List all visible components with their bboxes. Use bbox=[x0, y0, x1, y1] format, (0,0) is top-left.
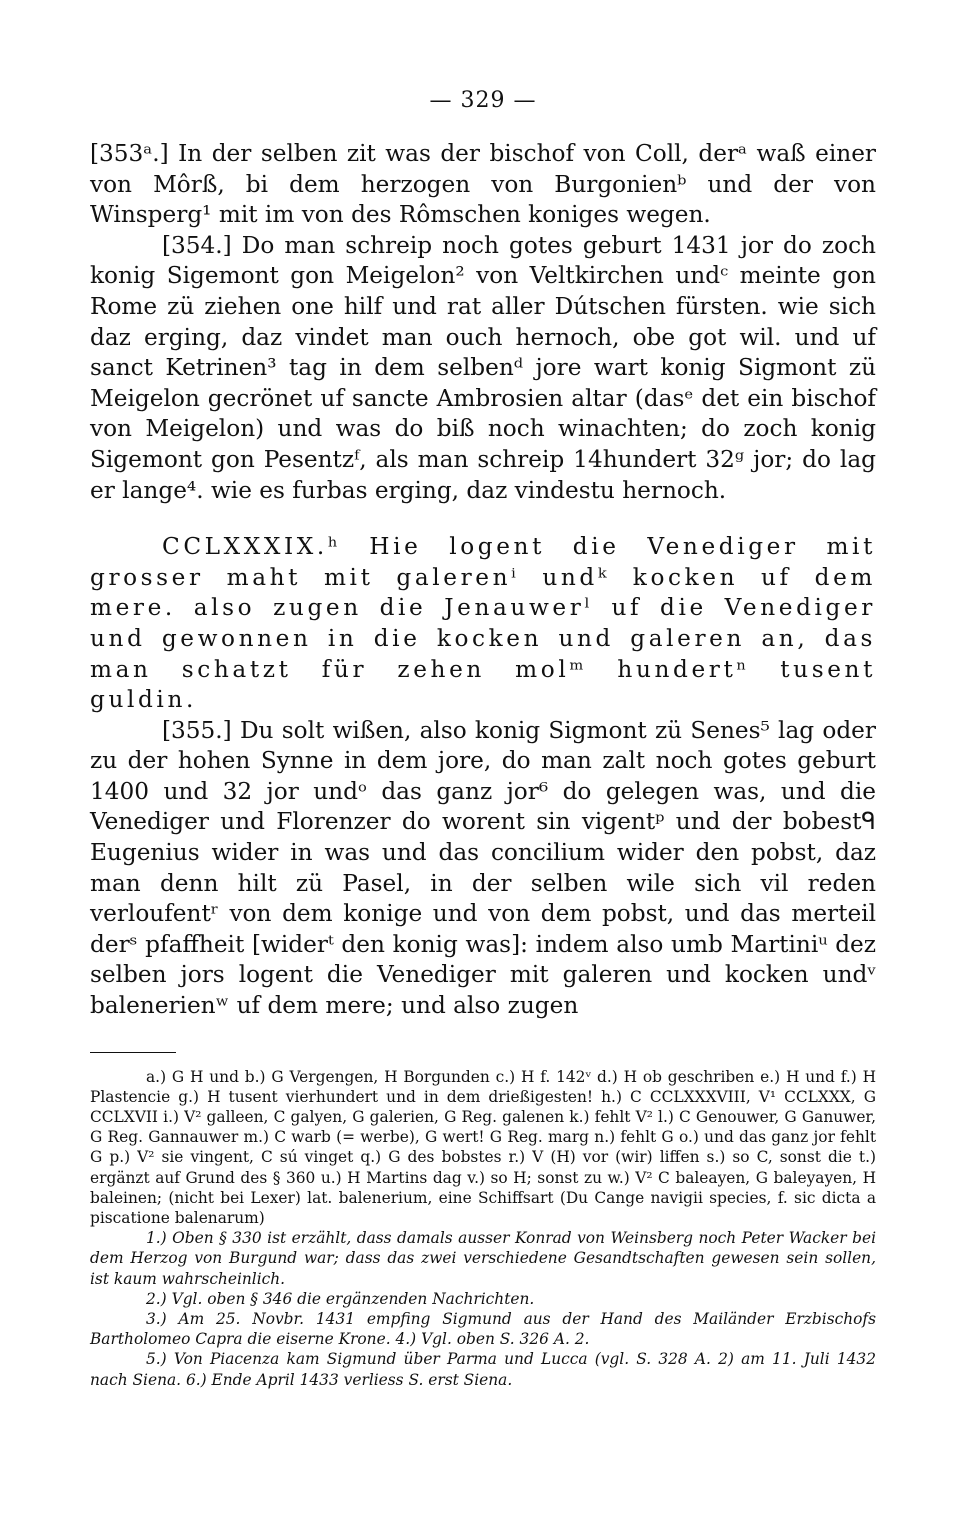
page-number: — 329 — bbox=[429, 88, 537, 113]
footnote-2: 2.) Vgl. oben § 346 die ergänzenden Nachrichten. bbox=[146, 1289, 535, 1308]
critical-apparatus: a.) G H und b.) G Vergengen, H Borgunden c.) H f. 142ᵛ d.) H ob geschriben e.) H und f.) H Plastencie g.) H tusent vierhundert und in dem drießigesten! h.) C CCLXXXVIII, V¹ CCLXXX, G CCLXVII i.) V² galleen, C galyen, G galerien, G Reg. galenen k.) fehlt V² l.) C Genouwer, G Ganuwer, G Reg. Gannauwer m.) C warb (= werbe), G wert! G Reg. marg n.) fehlt G o.) und das ganz jor fehlt G p.) V² sie vingent, C sú vinget q.) G des bobstes r.) V (H) vor (wir) liffen s.) so C, sonst die t.) ergänzt auf Grund des § 360 u.) H Martins dag v.) so H; sonst zu w.) V² C baleayen, G baleyayen, H baleinen; (nicht bei Lexer) lat. balenerium, eine Schiffsart (Du Cange navigii species, f. sic dicta a piscatione balenarum) bbox=[90, 1067, 876, 1228]
paragraph-354: [354.] Do man schreip noch gotes geburt 1431 jor do zoch konig Sigemont gon Meigelon² von Veltkirchen undᶜ meinte gon Rome zü ziehen one hilf und rat aller Dútschen fürsten. wie sich daz erging, daz vindet man ouch hernoch, obe got wil. und uf sanct Ketrinen³ tag in dem selbenᵈ jore wart konig Sigmont zü Meigelon gecrönet uf sancte Ambrosien altar (dasᵉ det ein bischof von Meigelon) und was do biß noch winachten; do zoch konig Sigemont gon Pesentzᶠ, als man schreip 14hundert 32ᵍ jor; do lag er lange⁴. wie es furbas erging, daz vindestu hernoch. bbox=[90, 231, 876, 504]
footnote-5-6: 5.) Von Piacenza kam Sigmund über Parma und Lucca (vgl. S. 328 A. 2) am 11. Juli 1432 nach Siena. 6.) Ende April 1433 verliess S. erst Siena. bbox=[90, 1350, 876, 1389]
footnote-divider bbox=[90, 1052, 176, 1053]
footnote-1: 1.) Oben § 330 ist erzählt, dass damals ausser Konrad von Weinsberg noch Peter Wacker bei dem Herzog von Burgund war; dass das zwei verschiedene Gesandtschaften gewesen sein sollen, ist kaum wahrscheinlich. bbox=[90, 1229, 876, 1288]
footnote-3-4: 3.) Am 25. Novbr. 1431 empfing Sigmund aus der Hand des Mailänder Erzbischofs Bartholomeo Capra die eiserne Krone. 4.) Vgl. oben S. 326 A. 2. bbox=[90, 1310, 876, 1349]
book-page bbox=[90, 88, 876, 1390]
paragraph-355: [355.] Du solt wißen, also konig Sigmont zü Senes⁵ lag oder zu der hohen Synne in dem jore, do man zalt noch gotes geburt 1400 und 32 jor undᵒ das ganz jor⁶ do gelegen was, und die Venediger und Florenzer do worent sin vigentᵖ und der bobestᑫ Eugenius wider in was und das concilium wider den pobst, daz man denn hilt zü Pasel, in der selben wile sich vil reden verloufentʳ von dem konige und von dem pobst, und das merteil derˢ pfaffheit [widerᵗ den konig was]: indem also umb Martiniᵘ dez selben jors logent die Venediger mit galeren und kocken undᵛ balenerienʷ uf dem mere; und also zugen bbox=[90, 716, 876, 1020]
paragraph-353a: [353ᵃ.] In der selben zit was der bischof von Coll, derᵃ waß einer von Môrß, bi dem herzogen von Burgonienᵇ und der von Winsperg¹ mit im von des Rômschen koniges wegen. bbox=[90, 140, 876, 229]
chapter-ccclxxxix-paragraph: CCLXXXIX.ʰ Hie logent die Venediger mit grosser maht mit galerenⁱ undᵏ kocken uf dem mere. also zugen die Jenauwerˡ uf die Venediger und gewonnen in die kocken und galeren an, das man schatzt für zehen molᵐ hundertⁿ tusent guldin. bbox=[90, 533, 876, 714]
